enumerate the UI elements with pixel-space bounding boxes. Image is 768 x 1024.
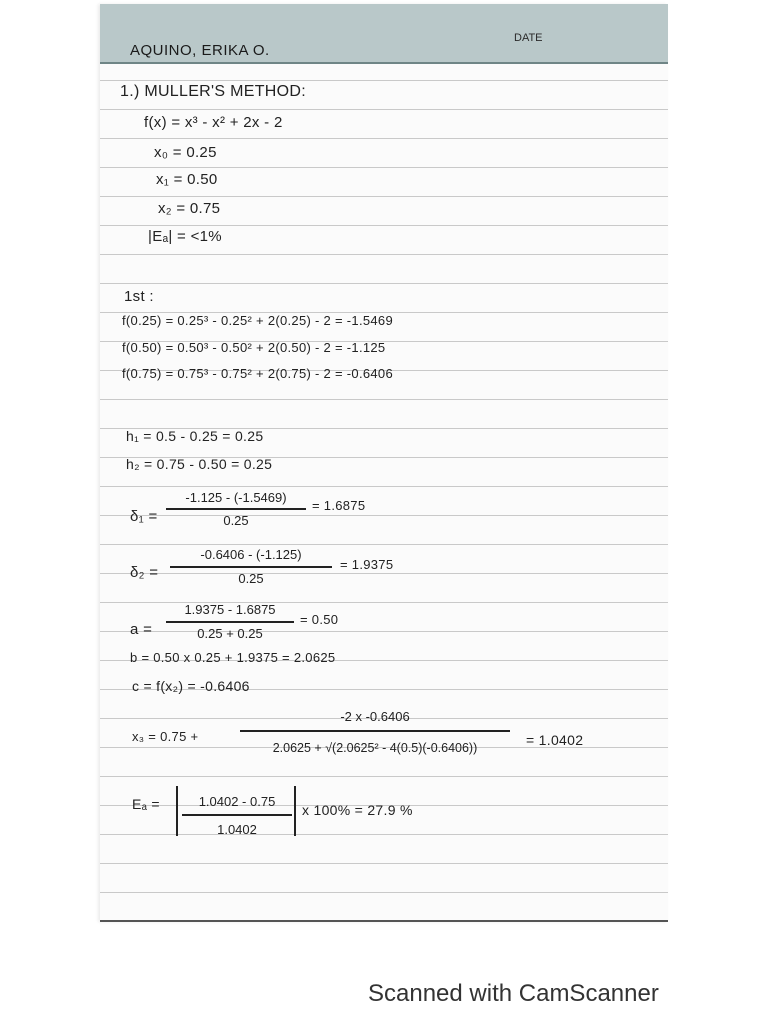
page-bottom-rule [100, 920, 668, 922]
ruled-line [100, 486, 668, 487]
ruled-line [100, 283, 668, 284]
delta2-label: δ₂ = [130, 564, 159, 581]
f-x1-calc: f(0.50) = 0.50³ - 0.50² + 2(0.50) - 2 = -1.125 [122, 340, 386, 355]
ruled-line [100, 863, 668, 864]
fraction-bar [170, 566, 332, 568]
ruled-line [100, 196, 668, 197]
ea-result: x 100% = 27.9 % [302, 802, 413, 818]
f-x0-calc: f(0.25) = 0.25³ - 0.25² + 2(0.25) - 2 = -1.5469 [122, 313, 393, 328]
ea-denominator: 1.0402 [217, 822, 257, 837]
f-x2-calc: f(0.75) = 0.75³ - 0.75² + 2(0.75) - 2 = -0.6406 [122, 366, 393, 381]
ea-label: Eₐ = [132, 796, 160, 812]
page-header-band [100, 4, 668, 64]
notebook-page [100, 4, 668, 922]
fraction-bar [166, 508, 306, 510]
ruled-line [100, 776, 668, 777]
delta2-denominator: 0.25 [238, 571, 264, 586]
ea-numerator: 1.0402 - 0.75 [198, 794, 276, 809]
b-calc: b = 0.50 x 0.25 + 1.9375 = 2.0625 [130, 650, 336, 665]
a-numerator: 1.9375 - 1.6875 [184, 602, 276, 617]
fraction-bar [182, 814, 292, 816]
ruled-line [100, 109, 668, 110]
delta2-result: = 1.9375 [340, 557, 394, 572]
h2-calc: h₂ = 0.75 - 0.50 = 0.25 [126, 456, 273, 472]
fraction-bar [166, 621, 294, 623]
ruled-line [100, 399, 668, 400]
delta1-denominator: 0.25 [223, 513, 249, 528]
date-label: DATE [514, 32, 543, 44]
scanner-watermark: Scanned with CamScanner [368, 980, 659, 1007]
a-result: = 0.50 [300, 612, 339, 627]
problem-title: 1.) MULLER'S METHOD: [120, 83, 306, 100]
ruled-line [100, 254, 668, 255]
a-denominator: 0.25 + 0.25 [197, 626, 263, 641]
initial-x2: x₂ = 0.75 [158, 200, 221, 217]
x3-label: x₃ = 0.75 + [132, 729, 199, 744]
a-label: a = [130, 621, 153, 638]
error-tolerance: |Eₐ| = <1% [148, 228, 222, 245]
absolute-bar-left [176, 786, 178, 836]
initial-x1: x₁ = 0.50 [156, 171, 218, 188]
delta1-numerator: -1.125 - (-1.5469) [185, 490, 287, 505]
absolute-bar-right [294, 786, 296, 836]
delta1-label: δ₁ = [130, 508, 158, 525]
ruled-line [100, 892, 668, 893]
ruled-line [100, 80, 668, 81]
initial-x0: x₀ = 0.25 [154, 144, 217, 161]
x3-numerator: -2 x -0.6406 [340, 709, 410, 724]
delta1-result: = 1.6875 [312, 498, 366, 513]
fraction-bar [240, 730, 510, 732]
ruled-line [100, 138, 668, 139]
h1-calc: h₁ = 0.5 - 0.25 = 0.25 [126, 428, 264, 444]
x3-result: = 1.0402 [526, 732, 584, 748]
function-definition: f(x) = x³ - x² + 2x - 2 [144, 114, 283, 131]
delta2-numerator: -0.6406 - (-1.125) [200, 547, 302, 562]
iteration-label: 1st : [124, 288, 154, 305]
student-name: AQUINO, ERIKA O. [130, 42, 270, 59]
ruled-line [100, 544, 668, 545]
ruled-line [100, 225, 668, 226]
ruled-line [100, 167, 668, 168]
x3-denominator: 2.0625 + √(2.0625² - 4(0.5)(-0.6406)) [272, 741, 478, 755]
c-calc: c = f(x₂) = -0.6406 [132, 678, 250, 694]
